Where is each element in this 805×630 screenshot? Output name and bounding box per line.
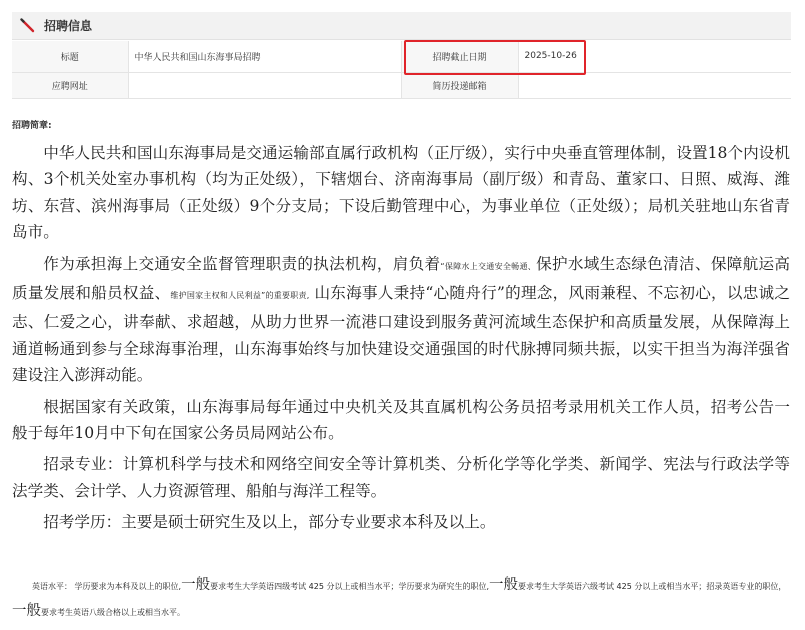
english-emphasis-3: 一般 [12,603,41,619]
english-text-4: 要求考生英语八级合格以上或相当水平。 [41,608,185,617]
paragraph-majors: 招录专业：计算机科学与技术和网络空间安全等计算机类、分析化学等化学类、新闻学、宪法与行政法学等法学类、会计学、人力资源管理、船舶与海洋工程等。 [12,455,790,500]
resume-email-label: 简历投递邮箱 [401,72,518,98]
section-title: 招聘信息 [44,19,93,33]
english-text-1: 英语水平： 学历要求为本科及以上的职位, [32,582,182,591]
duties-text-a: 作为承担海上交通安全监督管理职责的执法机构，肩负着 [43,254,441,273]
deadline-label: 招聘截止日期 [401,41,518,72]
english-emphasis-2: 一般 [489,577,518,593]
paragraph-education: 招考学历：主要是硕士研究生及以上，部分专业要求本科及以上。 [43,513,496,532]
paragraph-duties [12,251,790,389]
paragraph-intro: 中华人民共和国山东海事局是交通运输部直属行政机构（正厅级），实行中央垂直管理体制，设置18个内设机构、3个机关处室办事机构（均为正处级），下辖烟台、济南海事局（副厅级）和青岛、董家口、日照、威海、潍坊、东营、滨州海事局（正处级）9个分支局；下设后勤管理中心，为事业单位（正处级）；局机关驻地山东省青岛市。 [12,144,790,242]
english-emphasis-1: 一般 [181,577,211,593]
section-header [12,12,791,40]
brief-label: 招聘简章: [12,121,52,131]
deadline-value: 2025-10-26 [518,41,791,72]
duties-small-text-2: 维护国家主权和人民利益”的重要职责, [170,291,310,301]
title-value: 中华人民共和国山东海事局招聘 [128,41,401,72]
apply-url-label: 应聘网址 [12,72,128,98]
resume-email-value[interactable] [518,72,791,98]
duties-small-text-1: “保障水上交通安全畅通、 [440,261,537,271]
table-row [12,41,791,72]
recruitment-info-table [12,41,791,99]
title-label: 标题 [12,41,128,72]
recruitment-brief-content [12,140,790,541]
duties-text-c: 山东海事人秉持“心随舟行”的理念，风雨兼程、不忘初心，以忠诚之志、仁爱之心，讲奉献、求超越，从助力世界一流港口建设到服务黄河流域生态保护和高质量发展，从保障海上通道畅通到参与全球海事治理，山东海事始终与加快建设交通强国的时代脉搏同频共振，以实干担当为海洋强省建设注入澎湃动能。 [12,284,790,385]
pen-icon [20,18,36,34]
english-text-3: 要求考生大学英语六级考试 425 分以上或相当水平；招录英语专业的职位， [518,582,787,591]
english-text-2: 要求考生大学英语四级考试 425 分以上或相当水平；学历要求为研究生的职位, [210,582,489,591]
apply-url-value[interactable] [128,72,401,98]
table-row [12,72,791,98]
duties-text-b: 保护水域生态绿色清洁、保障航运高质量发展和船员权益、 [12,254,790,303]
english-requirement [12,573,792,625]
paragraph-policy: 根据国家有关政策，山东海事局每年通过中央机关及其直属机构公务员招考录用机关工作人员，招考公告一般于每年10月中下旬在国家公务员局网站公布。 [12,397,790,443]
